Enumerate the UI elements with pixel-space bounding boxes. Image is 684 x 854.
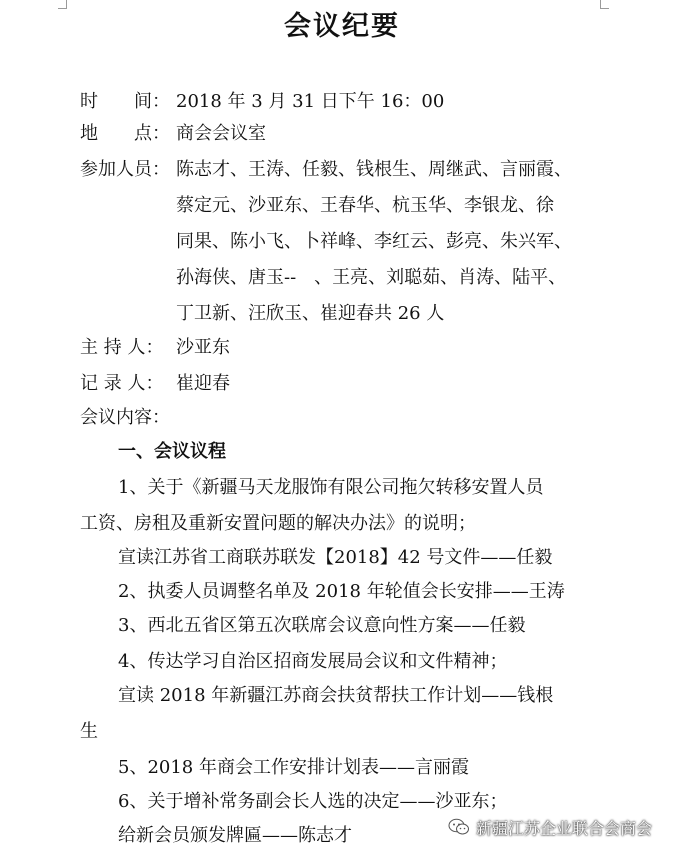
agenda-line: 3、西北五省区第五次联席会议意向性方案——任毅	[118, 615, 526, 636]
recorder-row	[80, 372, 230, 396]
section-title: 一、会议议程	[118, 441, 226, 462]
agenda-line: 1、关于《新疆马天龙服饰有限公司拖欠转移安置人员	[118, 477, 544, 498]
agenda-line: 工资、房租及重新安置问题的解决办法》的说明；	[80, 513, 476, 534]
agenda-line: 5、2018 年商会工作安排计划表——言丽霞	[118, 757, 469, 778]
wechat-icon	[448, 818, 470, 836]
agenda-line: 6、关于增补常务副会长人选的决定——沙亚东；	[118, 791, 508, 812]
host-value: 沙亚东	[176, 337, 230, 358]
watermark	[448, 815, 652, 839]
document-title: 会议纪要	[284, 11, 400, 42]
time-row	[80, 90, 444, 114]
watermark-text: 新疆江苏企业联合会商会	[476, 818, 653, 838]
content-label: 会议内容：	[80, 407, 170, 428]
agenda-line: 4、传达学习自治区招商发展局会议和文件精神；	[118, 651, 508, 672]
attendees-line: 陈志才、王涛、任毅、钱根生、周继武、言丽霞、	[176, 159, 572, 180]
attendees-line: 孙海侠、唐玉-- 、王亮、刘聪茹、肖涛、陆平、	[176, 267, 567, 288]
attendees-row	[80, 158, 572, 182]
place-row	[80, 122, 266, 146]
attendees-label: 参加人员：	[80, 159, 170, 180]
agenda-line: 宣读江苏省工商联苏联发【2018】42 号文件——任毅	[118, 547, 553, 568]
recorder-value: 崔迎春	[176, 373, 230, 394]
place-label: 地 点：	[80, 123, 170, 144]
agenda-line: 宣读 2018 年新疆江苏商会扶贫帮扶工作计划——钱根	[118, 685, 554, 706]
time-value: 2018 年 3 月 31 日下午 16：00	[176, 91, 445, 112]
recorder-label: 记 录 人：	[80, 373, 164, 394]
page-corner-mark-right	[600, 0, 609, 9]
host-label: 主 持 人：	[80, 337, 164, 358]
agenda-line: 生	[80, 721, 98, 742]
time-label: 时 间：	[80, 91, 170, 112]
agenda-line: 2、执委人员调整名单及 2018 年轮值会长安排——王涛	[118, 581, 565, 602]
attendees-line: 丁卫新、汪欣玉、崔迎春共 26 人	[176, 303, 445, 324]
host-row	[80, 336, 230, 360]
attendees-line: 蔡定元、沙亚东、王春华、杭玉华、李银龙、徐	[176, 195, 554, 216]
place-value: 商会会议室	[176, 123, 266, 144]
agenda-line: 给新会员颁发牌匾——陈志才	[118, 825, 352, 846]
attendees-line: 同果、陈小飞、卜祥峰、李红云、彭亮、朱兴军、	[176, 231, 572, 252]
page-corner-mark-left	[58, 0, 67, 9]
